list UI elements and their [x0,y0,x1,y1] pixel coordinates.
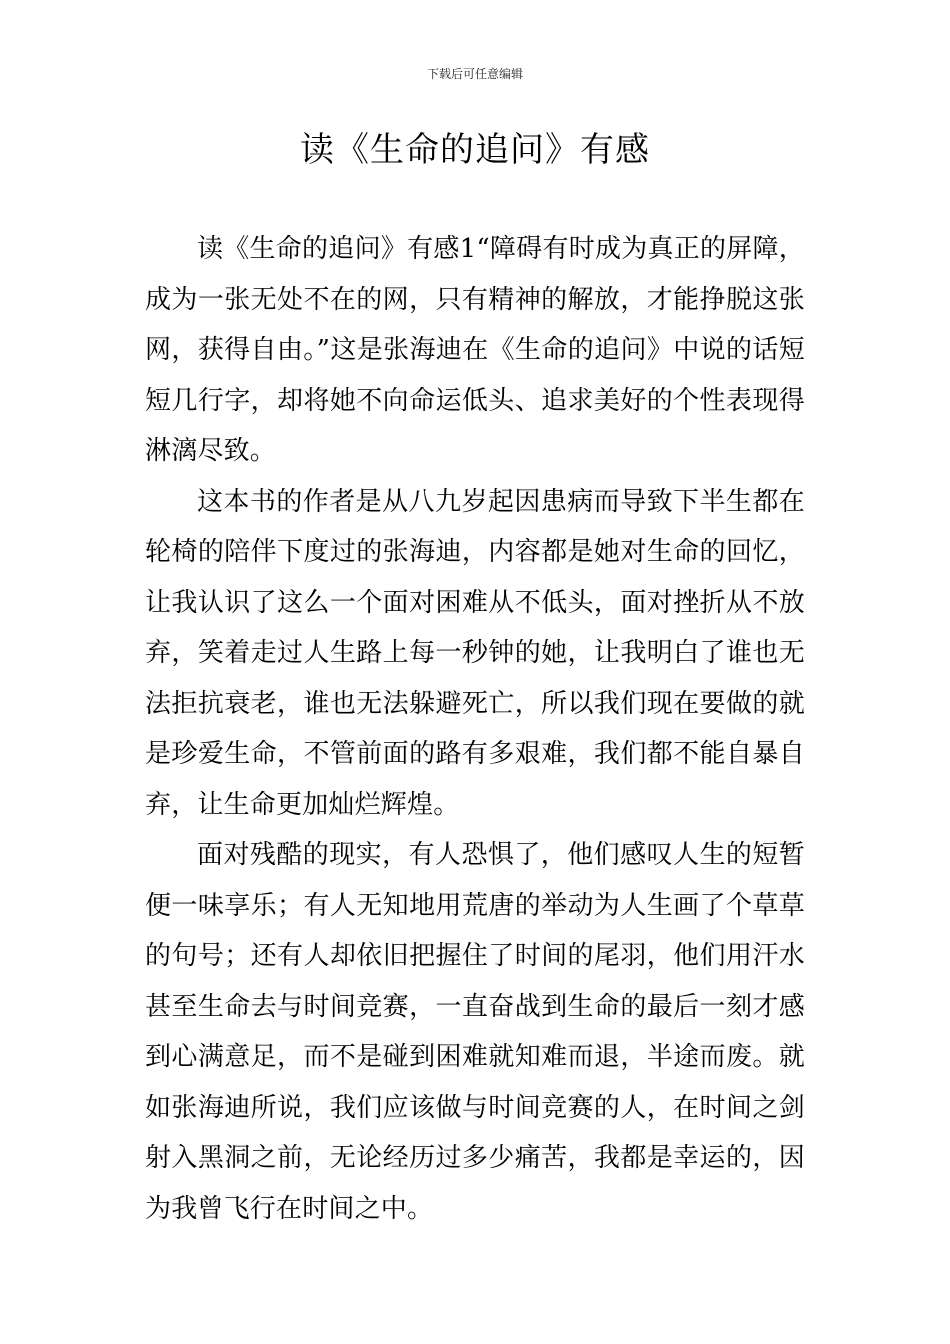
header-note: 下载后可任意编辑 [426,67,523,81]
paragraph-3: 面对残酷的现实，有人恐惧了，他们感叹人生的短暂便一味享乐；有人无知地用荒唐的举动为人生画了个草草的句号；还有人却依旧把握住了时间的尾羽，他们用汗水甚至生命去与时间竞赛，一直奋战到生命的最后一刻才感到心满意足，而不是碰到困难就知难而退，半途而废。就如张海迪所说，我们应该做与时间竞赛的人，在时间之剑射入黑洞之前，无论经历过多少痛苦，我都是幸运的，因为我曾飞行在时间之中。 [145,840,805,1224]
paragraph-1: 读《生命的追问》有感1“障碍有时成为真正的屏障，成为一张无处不在的网，只有精神的解放，才能挣脱这张网，获得自由。”这是张海迪在《生命的追问》中说的话短短几行字，却将她不向命运低头、追求美好的个性表现得淋漓尽致。 [145,234,805,466]
paragraph-2: 这本书的作者是从八九岁起因患病而导致下半生都在轮椅的陪伴下度过的张海迪，内容都是她对生命的回忆，让我认识了这么一个面对困难从不低头，面对挫折从不放弃，笑着走过人生路上每一秒钟的她，让我明白了谁也无法拒抗衰老，谁也无法躲避死亡，所以我们现在要做的就是珍爱生命，不管前面的路有多艰难，我们都不能自暴自弃，让生命更加灿烂辉煌。 [145,486,805,820]
document-body [145,224,805,1234]
page-title: 读《生命的追问》有感 [300,130,650,170]
